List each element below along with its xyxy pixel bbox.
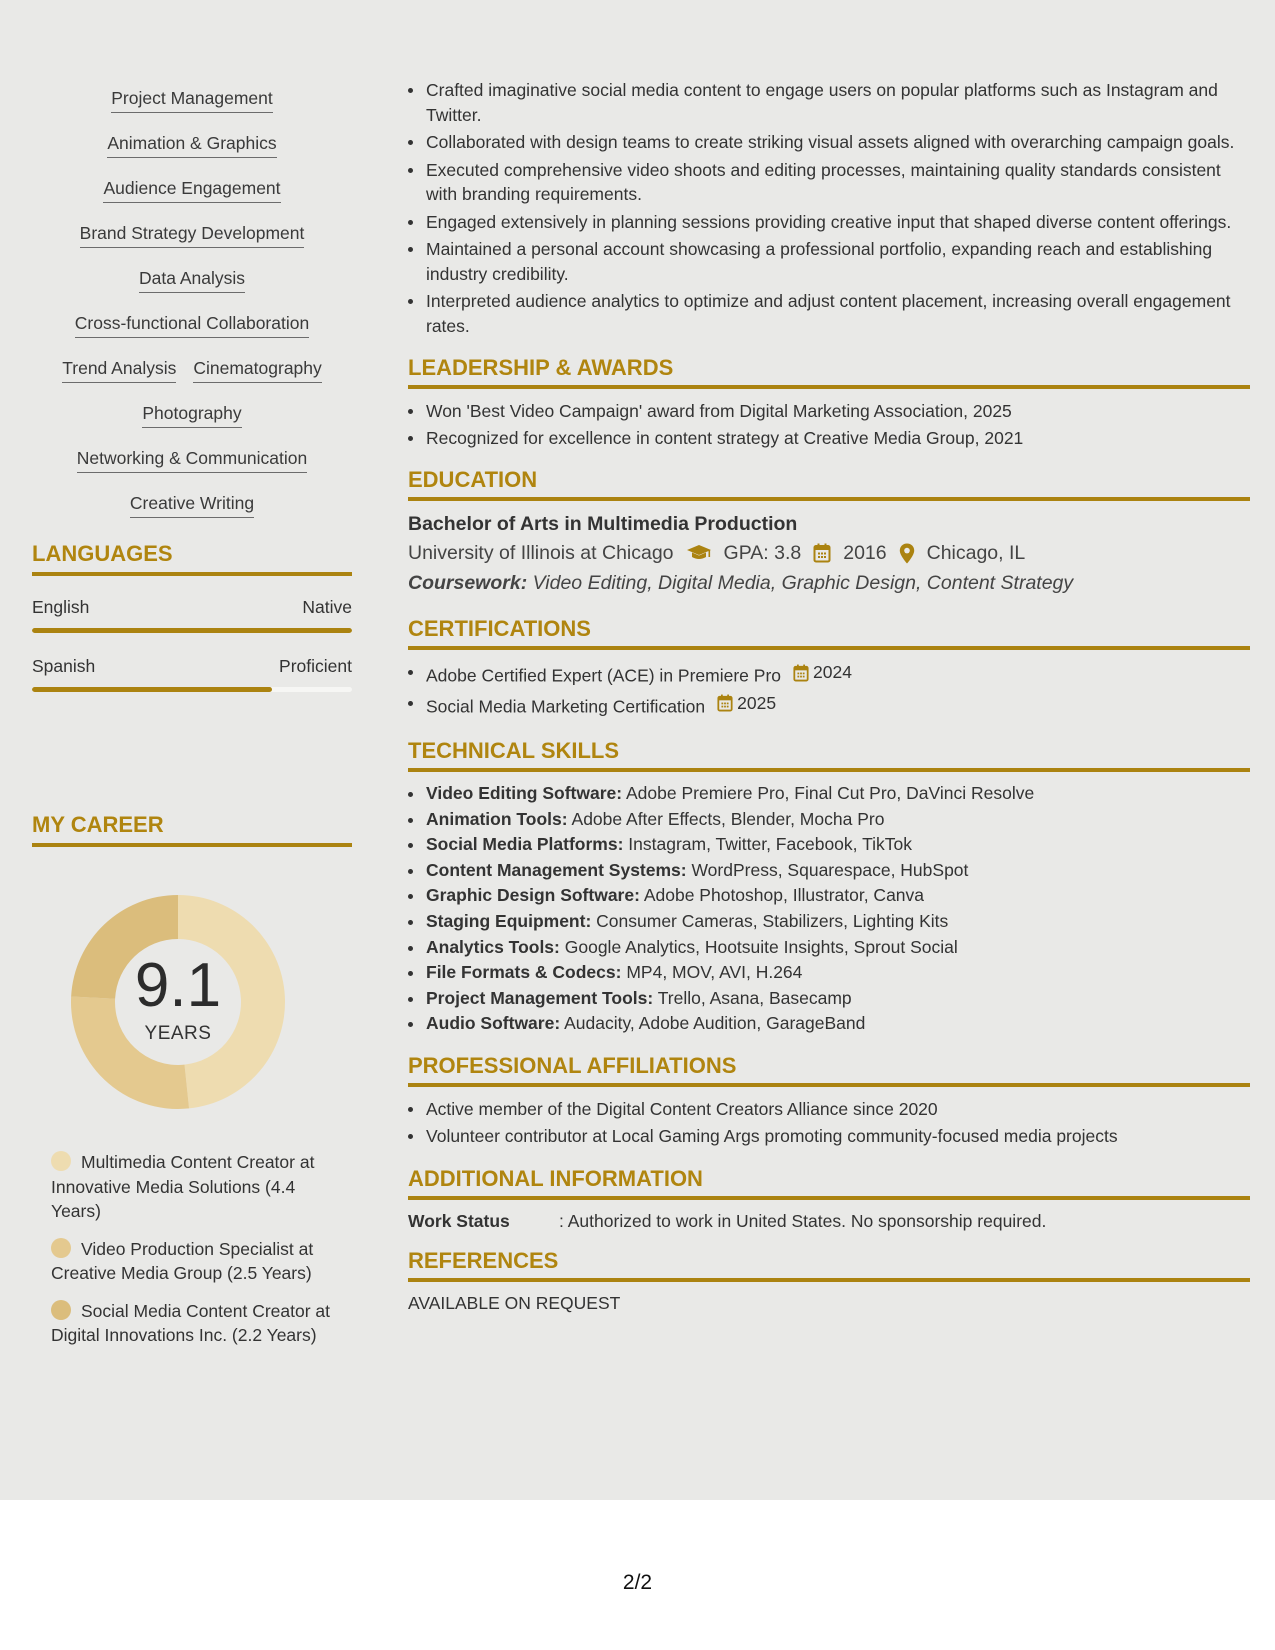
skill-tag: Project Management: [111, 86, 272, 113]
coursework-label: Coursework:: [408, 572, 528, 594]
education-year: 2016: [843, 542, 887, 564]
skill-row: [32, 266, 352, 311]
technical-skill-category: Project Management Tools:: [426, 987, 654, 1008]
certifications-section: [408, 615, 1250, 720]
skill-tag: Brand Strategy Development: [80, 221, 305, 248]
career-role-label: Video Production Specialist at Creative Media Group (2.5 Years): [51, 1238, 314, 1283]
list-item: Won 'Best Video Campaign' award from Digital Marketing Association, 2025: [408, 398, 1250, 425]
technical-skill-category: Animation Tools:: [426, 808, 568, 829]
language-proficiency-fill: [32, 628, 352, 633]
technical-skill-values: WordPress, Squarespace, HubSpot: [691, 859, 969, 880]
certification-year: 2025: [737, 692, 777, 713]
technical-skill-values: Trello, Asana, Basecamp: [657, 987, 852, 1008]
career-total-years: 9.1: [134, 951, 222, 1020]
skill-tag: Audience Engagement: [103, 176, 280, 203]
skill-row: [32, 491, 352, 536]
list-item: Recognized for excellence in content strategy at Creative Media Group, 2021: [408, 425, 1250, 452]
education-school: University of Illinois at Chicago: [408, 542, 674, 564]
language-item-spanish: [32, 655, 352, 692]
list-item: Active member of the Digital Content Creators Alliance since 2020: [408, 1096, 1250, 1123]
certification-name: Adobe Certified Expert (ACE) in Premiere Pro: [426, 665, 781, 686]
language-level: Native: [302, 597, 352, 617]
certifications-list: [408, 659, 1250, 720]
leadership-heading: LEADERSHIP & AWARDS: [408, 354, 1250, 389]
skill-tag: Photography: [142, 401, 241, 428]
technical-skill-category: Analytics Tools:: [426, 936, 560, 957]
right-column: [408, 78, 1250, 1315]
skill-row: [32, 401, 352, 446]
technical-skills-list: [408, 781, 1250, 1037]
technical-skill-values: MP4, MOV, AVI, H.264: [626, 962, 803, 983]
career-role-item: [51, 1150, 341, 1224]
technical-skill-item: [408, 883, 1250, 909]
education-coursework: [408, 568, 1250, 598]
coursework-text: Video Editing, Digital Media, Graphic Design, Content Strategy: [532, 572, 1074, 594]
affiliations-heading: PROFESSIONAL AFFILIATIONS: [408, 1052, 1250, 1087]
technical-skill-values: Google Analytics, Hootsuite Insights, Sprout Social: [564, 936, 958, 957]
legend-dot-icon: [51, 1151, 71, 1171]
skill-row: [32, 446, 352, 491]
technical-skill-values: Consumer Cameras, Stabilizers, Lighting Kits: [596, 910, 949, 931]
certifications-heading: CERTIFICATIONS: [408, 615, 1250, 650]
work-status-row: [408, 1209, 1250, 1233]
education-section: [408, 466, 1250, 598]
technical-skill-category: Content Management Systems:: [426, 859, 687, 880]
list-item: Collaborated with design teams to create striking visual assets aligned with overarching campaign goals.: [408, 130, 1250, 155]
language-item-english: [32, 596, 352, 633]
certification-date: [793, 659, 852, 686]
skill-tag: Networking & Communication: [77, 446, 308, 473]
leadership-list: [408, 398, 1250, 452]
legend-dot-icon: [51, 1238, 71, 1258]
references-section: [408, 1247, 1250, 1315]
list-item: Executed comprehensive video shoots and editing processes, maintaining quality standards consistent with branding requirements.: [408, 158, 1250, 207]
language-proficiency-bar: [32, 687, 352, 692]
calendar-icon: [813, 543, 831, 563]
work-status-key: Work Status: [408, 1210, 510, 1231]
education-degree: Bachelor of Arts in Multimedia Production: [408, 513, 798, 535]
certification-year: 2024: [813, 662, 852, 682]
education-location: Chicago, IL: [926, 542, 1026, 564]
career-donut-chart: [67, 891, 289, 1113]
education-gpa: GPA: 3.8: [723, 542, 802, 564]
skill-tag: Cross-functional Collaboration: [75, 311, 309, 338]
skill-tag: Animation & Graphics: [107, 131, 276, 158]
affiliations-list: [408, 1096, 1250, 1150]
technical-skill-values: Adobe Photoshop, Illustrator, Canva: [643, 885, 925, 906]
technical-skill-item: [408, 986, 1250, 1012]
technical-skill-item: [408, 1011, 1250, 1037]
certification-date: [717, 690, 776, 717]
list-item: Interpreted audience analytics to optimize and adjust content placement, increasing overall engagement rates.: [408, 289, 1250, 338]
career-role-label: Multimedia Content Creator at Innovative Media Solutions (4.4 Years): [51, 1152, 315, 1221]
technical-skill-category: Video Editing Software:: [426, 783, 623, 803]
technical-skill-item: [408, 935, 1250, 961]
list-item: Volunteer contributor at Local Gaming Args promoting community-focused media projects: [408, 1123, 1250, 1150]
skill-row: [32, 356, 352, 401]
language-name: Spanish: [32, 656, 96, 676]
list-item: Engaged extensively in planning sessions providing creative input that shaped diverse content offerings.: [408, 210, 1250, 235]
language-proficiency-bar: [32, 628, 352, 633]
language-level: Proficient: [279, 656, 352, 676]
languages-heading: LANGUAGES: [32, 540, 352, 576]
certification-item: [408, 690, 1250, 721]
career-years-unit: YEARS: [144, 1023, 212, 1044]
page-number: 2/2: [622, 1571, 653, 1594]
graduation-cap-icon: [686, 543, 712, 563]
work-status-value: : Authorized to work in United States. No sponsorship required.: [559, 1210, 1047, 1231]
technical-skills-heading: TECHNICAL SKILLS: [408, 737, 1250, 772]
experience-bullets: [408, 78, 1250, 338]
technical-skill-item: [408, 781, 1250, 807]
technical-skill-values: Audacity, Adobe Audition, GarageBand: [564, 1013, 866, 1034]
certification-item: [408, 659, 1250, 690]
references-heading: REFERENCES: [408, 1247, 1250, 1282]
technical-skill-category: File Formats & Codecs:: [426, 962, 622, 983]
skill-row: [32, 221, 352, 266]
language-proficiency-fill: [32, 687, 272, 692]
technical-skill-item: [408, 960, 1250, 986]
career-heading: MY CAREER: [32, 811, 352, 847]
list-item: Maintained a personal account showcasing a professional portfolio, expanding reach and establishing industry credibility.: [408, 237, 1250, 286]
technical-skill-item: [408, 858, 1250, 884]
career-role-label: Social Media Content Creator at Digital Innovations Inc. (2.2 Years): [51, 1300, 331, 1345]
skill-tag: Trend Analysis: [62, 356, 176, 383]
career-roles-list: [51, 1150, 341, 1361]
technical-skill-category: Graphic Design Software:: [426, 885, 640, 906]
skill-row: [32, 311, 352, 356]
language-name: English: [32, 597, 90, 617]
certification-name: Social Media Marketing Certification: [426, 696, 706, 716]
technical-skill-item: [408, 909, 1250, 935]
skill-tag: Cinematography: [193, 356, 321, 383]
technical-skills-section: [408, 737, 1250, 1037]
education-details: [408, 538, 1250, 568]
technical-skill-category: Staging Equipment:: [426, 910, 592, 931]
career-role-item: [51, 1299, 341, 1348]
skill-tag: Creative Writing: [130, 491, 254, 518]
location-pin-icon: [899, 543, 915, 564]
additional-info-heading: ADDITIONAL INFORMATION: [408, 1165, 1250, 1200]
technical-skill-values: Adobe Premiere Pro, Final Cut Pro, DaVinci Resolve: [626, 783, 1035, 803]
legend-dot-icon: [51, 1300, 71, 1320]
calendar-icon: [793, 664, 809, 682]
education-heading: EDUCATION: [408, 466, 1250, 501]
skill-row: [32, 131, 352, 176]
technical-skill-values: Instagram, Twitter, Facebook, TikTok: [628, 834, 912, 855]
skill-row: [32, 86, 352, 131]
technical-skill-category: Social Media Platforms:: [426, 834, 624, 855]
technical-skill-item: [408, 807, 1250, 833]
leadership-section: [408, 354, 1250, 452]
technical-skill-category: Audio Software:: [426, 1013, 561, 1034]
additional-info-section: [408, 1165, 1250, 1233]
technical-skill-values: Adobe After Effects, Blender, Mocha Pro: [571, 808, 885, 829]
skills-list: [32, 86, 352, 536]
skill-row: [32, 176, 352, 221]
technical-skill-item: [408, 832, 1250, 858]
references-text: AVAILABLE ON REQUEST: [408, 1292, 621, 1313]
list-item: Crafted imaginative social media content to engage users on popular platforms such as Instagram and Twitter.: [408, 78, 1250, 127]
career-role-item: [51, 1237, 341, 1286]
calendar-icon: [717, 694, 733, 712]
affiliations-section: [408, 1052, 1250, 1150]
skill-tag: Data Analysis: [139, 266, 245, 293]
